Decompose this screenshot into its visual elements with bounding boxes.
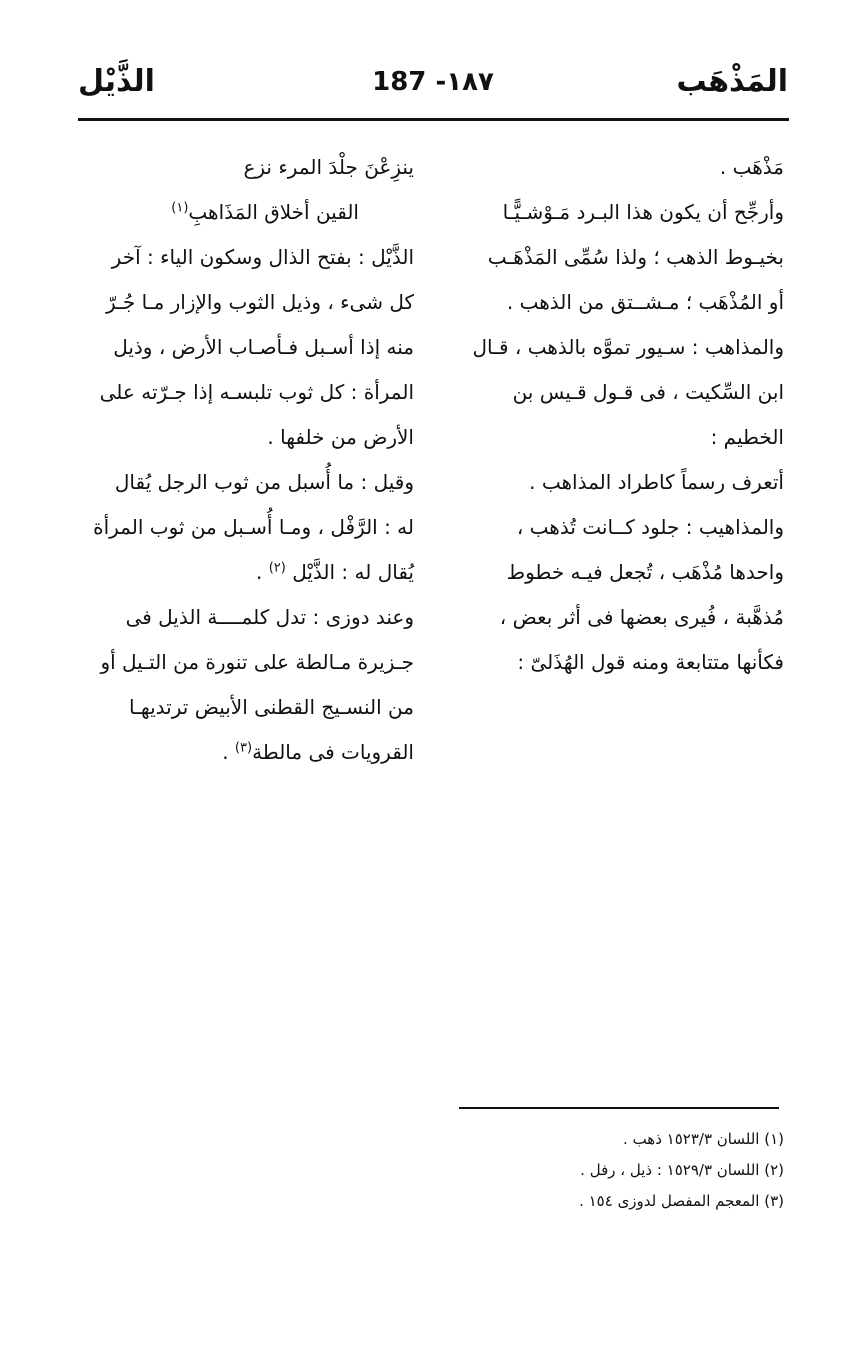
text-line: الذَّيْل : بفتح الذال وسكون الياء : آخر [111,245,414,269]
text-line: فكأنها متتابعة ومنه قول الهُذَلىّ : [517,650,784,674]
footnote-marker-1: (١) [171,200,189,216]
text-span-end: . [255,560,263,584]
header-left-title: الذَّيْل [78,64,155,99]
page-number-arabic: -١٨٧ [435,67,494,97]
footnotes [284,1124,784,1217]
page-number-latin: 187 [372,67,427,97]
text-line: كل شىء ، وذيل الثوب والإزار مـا جُـرّ [106,290,414,314]
verse-line-2-text: القين أخلاق المَذَاهبِ [188,200,359,224]
right-column [446,145,784,685]
verse-line-2 [72,190,414,235]
text-line: بخيـوط الذهب ؛ ولذا سُمِّى المَذْهَـب [487,245,784,269]
text-line: مُذهَّبة ، فُيرى بعضها فى أثر بعض ، [499,605,784,629]
page-header [78,62,788,112]
verse-line-1: ينزِعْنَ جلْدَ المرء نزع [243,155,414,179]
text-line: أو المُذْهَب ؛ مـشــتق من الذهب . [506,290,784,314]
text-line-with-note [72,730,414,775]
text-line: والمذاهيب : جلود كــانت تُذهب ، [516,515,784,539]
text-line: الخطيم : [710,425,784,449]
text-line: مَذْهَب . [719,155,784,179]
text-line: له : الرَّفْل ، ومـا أُسـبل من ثوب المرأة [93,515,414,539]
footnote-marker-3: (٣) [234,740,253,756]
footnote-2: (٢) اللسان ١٥٢٩/٣ : ذيل ، رفل . [580,1161,784,1179]
left-column [72,145,414,775]
text-line: منه إذا أسـبل فـأصـاب الأرض ، وذيل [113,335,414,359]
header-rule [78,118,789,121]
text-line: وأرجِّح أن يكون هذا البـرد مَـوْشـيًّـا [502,200,784,224]
text-line-with-note [72,550,414,595]
text-line: وقيل : ما أُسبل من ثوب الرجل يُقال [114,470,414,494]
text-line: الأرض من خلفها . [267,425,414,449]
text-line: واحدها مُذْهَب ، تُجعل فيـه خطوط [506,560,784,584]
text-line: أتعرف رسماً كاطراد المذاهب . [529,470,784,494]
text-line: ابن السِّكيت ، فى قـول قـيس بن [512,380,784,404]
text-span: القرويات فى مالطة [252,740,414,764]
text-line: جـزيرة مـالطة على تنورة من التـيل أو [100,650,414,674]
text-line: من النسـيج القطنى الأبيض ترتديهـا [128,695,414,719]
footnote-1: (١) اللسان ١٥٢٣/٣ ذهب . [623,1130,784,1148]
header-right-title: المَذْهَب [676,64,788,99]
text-span-end: . [222,740,229,764]
text-line: وعند دوزى : تدل كلمــــة الذيل فى [125,605,414,629]
text-span: يُقال له : الذَّيْل [292,560,414,584]
text-line: والمذاهب : سـيور تموَّه بالذهب ، قـال [472,335,784,359]
footnote-3: (٣) المعجم المفصل لدوزى ١٥٤ . [579,1192,784,1210]
text-line: المرأة : كل ثوب تلبسـه إذا جـرّته على [99,380,414,404]
page-number [368,62,508,102]
footnote-marker-2: (٢) [268,560,286,576]
footnote-rule [459,1107,779,1109]
